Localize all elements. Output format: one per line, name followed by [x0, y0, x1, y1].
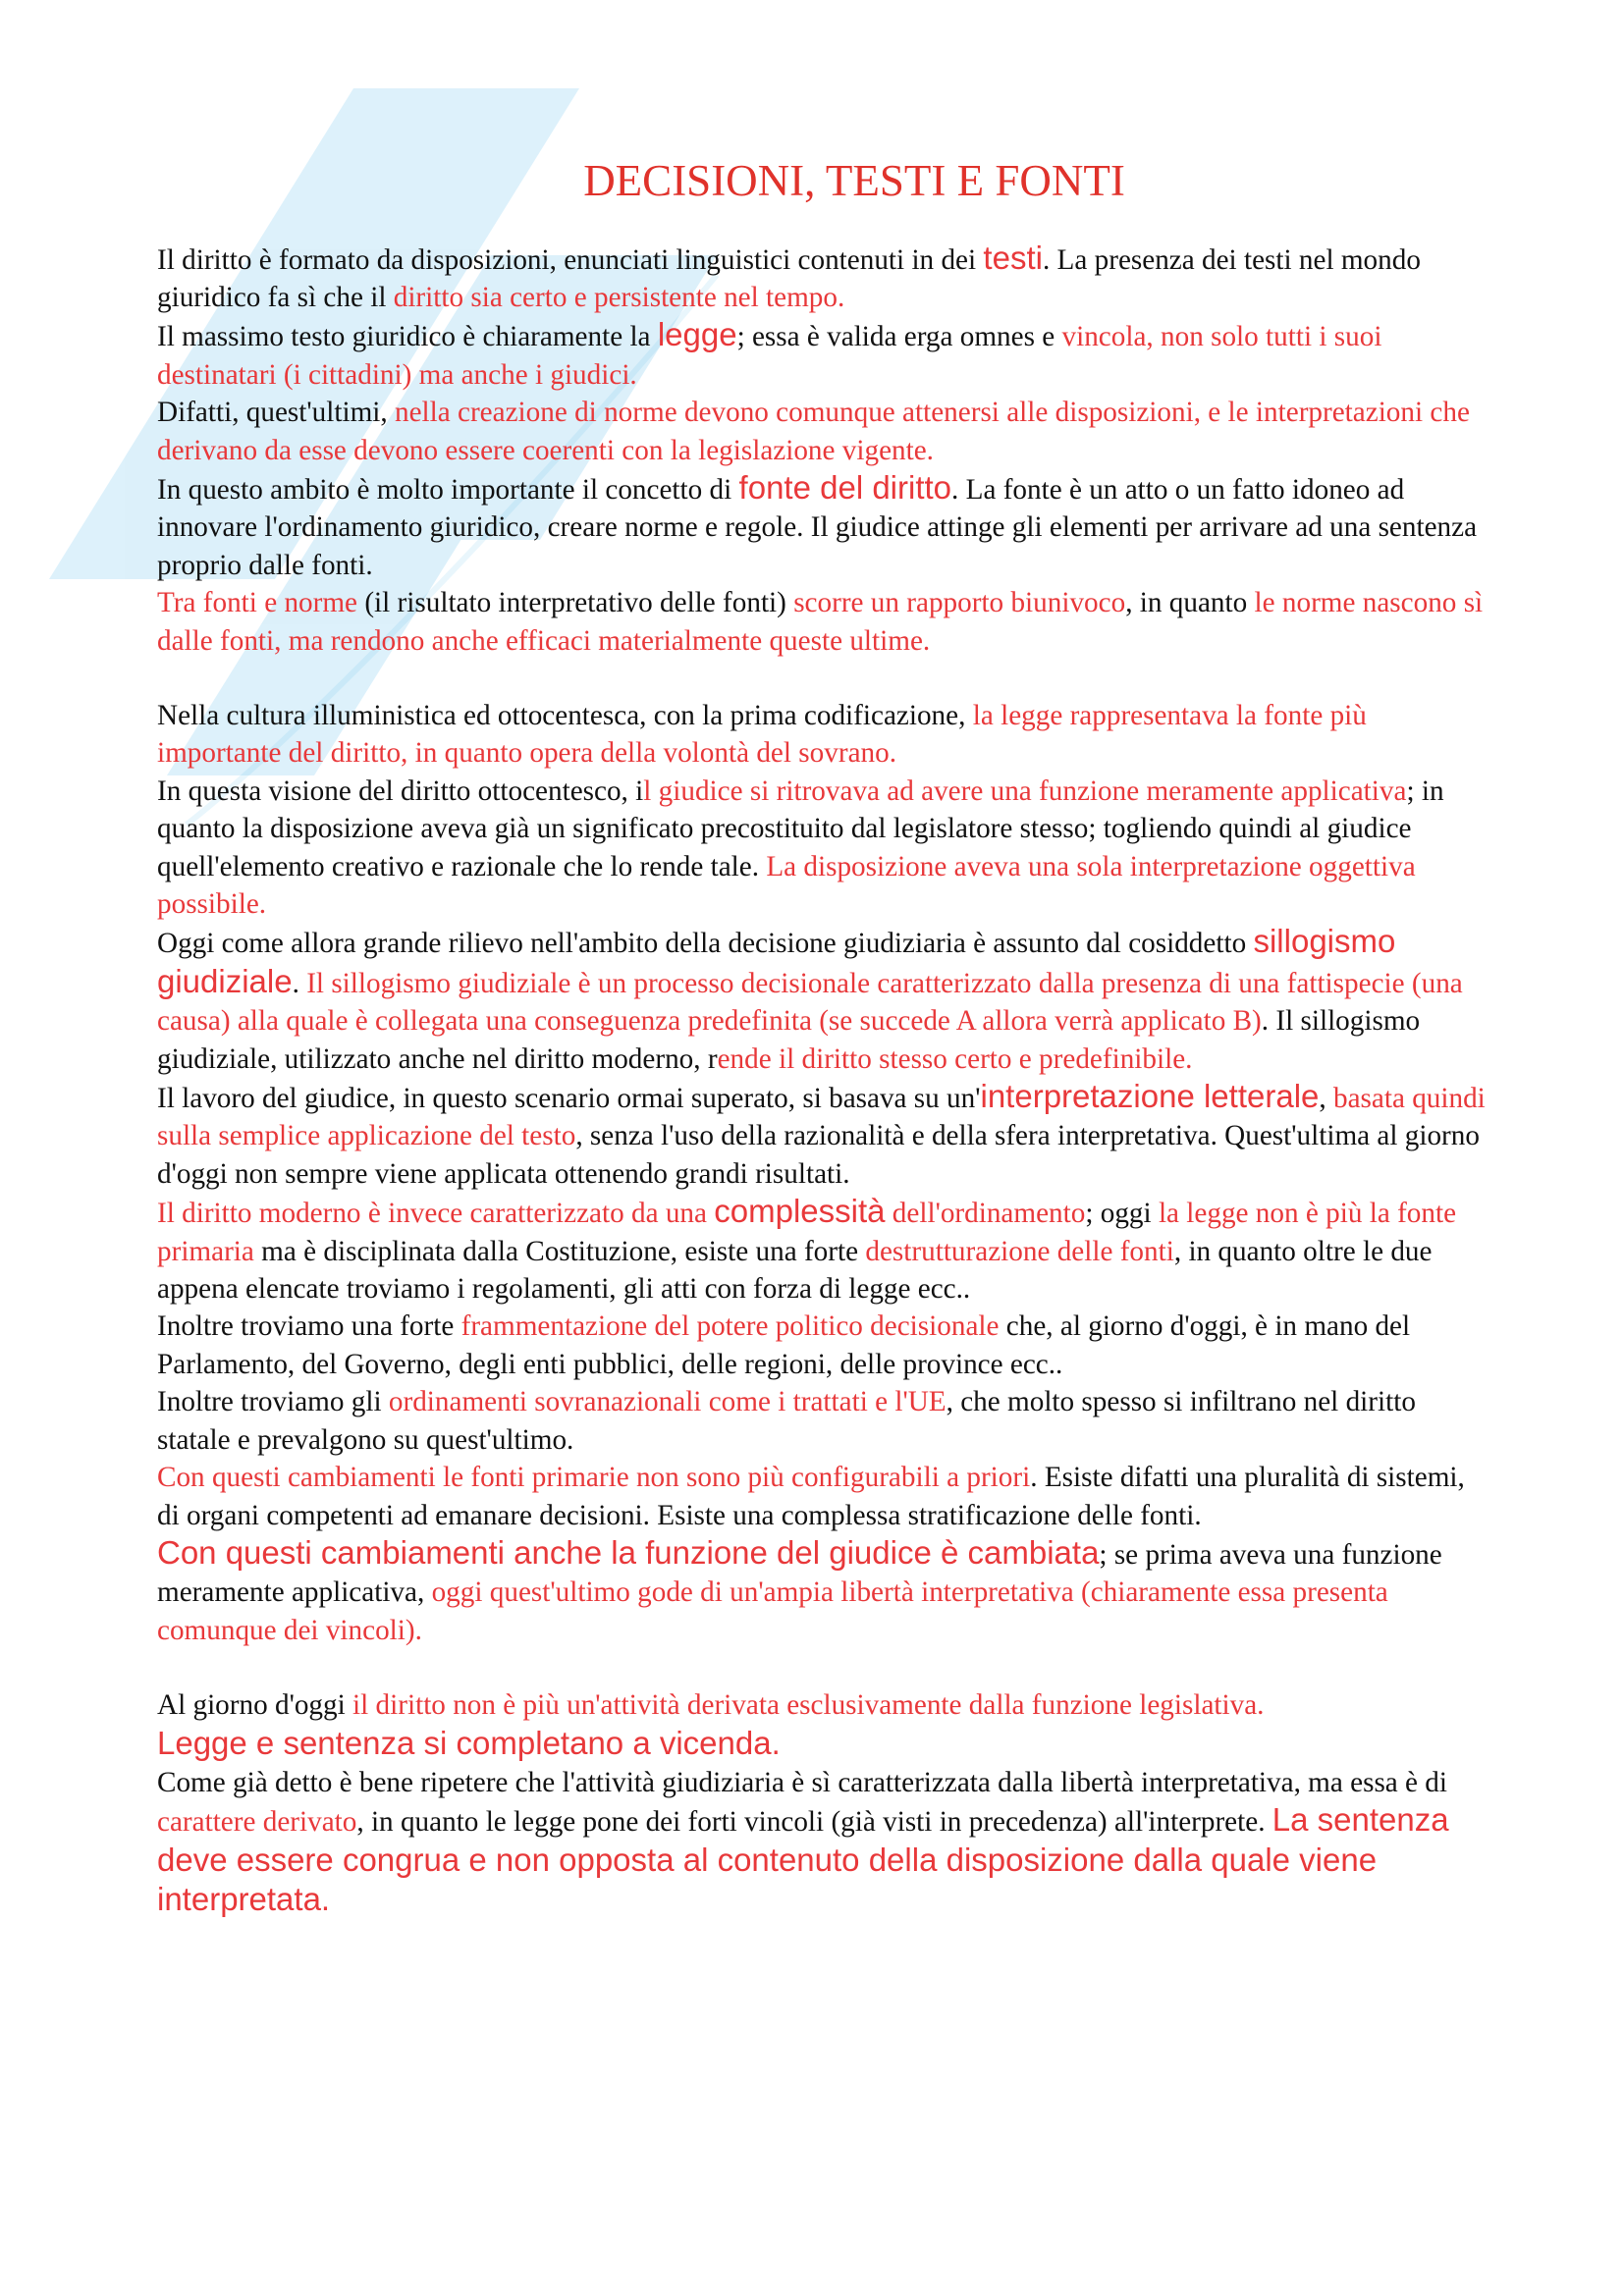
paragraph-6: Nella cultura illuministica ed ottocentesca, con la prima codificazione, la legge rappresentava la fonte più importante del diritto, in quanto opera della volontà del sovrano.	[157, 699, 1367, 770]
paragraph-2: Il massimo testo giuridico è chiaramente la legge; essa è valida erga omnes e vincola, non solo tutti i suoi destinatari (i cittadini) ma anche i giudici.	[157, 316, 1382, 391]
paragraph-4: In questo ambito è molto importante il concetto di fonte del diritto. La fonte è un atto o un fatto idoneo ad innovare l'ordinamento giuridico, creare norme e regole. Il giudice attinge gli elementi per arrivare ad una sentenza proprio dalle fonti.	[157, 468, 1478, 581]
paragraph-8: Oggi come allora grande rilievo nell'ambito della decisione giudiziaria è assunto dal cosiddetto sillogismo giudiziale. Il sillogismo giudiziale è un processo decisionale caratterizzato dalla presenza di una fattispecie (una causa) alla quale è collegata una conseguenza predefinita (se succede A allora verrà applicato B). Il sillogismo giudiziale, utilizzato anche nel diritto moderno, rende il diritto stesso certo e predefinibile.	[157, 923, 1463, 1075]
paragraph-3: Difatti, quest'ultimi, nella creazione di norme devono comunque attenersi alle disposizioni, e le interpretazioni che derivano da esse devono essere coerenti con la legislazione vigente.	[157, 397, 1470, 466]
paragraph-11: Inoltre troviamo una forte frammentazione del potere politico decisionale che, al giorno d'oggi, è in mano del Parlamento, del Governo, degli enti pubblici, delle regioni, delle province ecc..	[157, 1310, 1411, 1380]
paragraph-17: Come già detto è bene ripetere che l'attività giudiziaria è sì caratterizzata dalla libertà interpretativa, ma essa è di carattere derivato, in quanto le legge pone dei forti vincoli (già visti in precedenza) all'interprete. La sentenza deve essere congrua e non opposta al contenuto della disposizione dalla quale viene interpretata.	[157, 1766, 1449, 1918]
paragraph-1: Il diritto è formato da disposizioni, enunciati linguistici contenuti in dei testi. La presenza dei testi nel mondo giuridico fa sì che il diritto sia certo e persistente nel tempo.	[157, 239, 1421, 313]
paragraph-10: Il diritto moderno è invece caratterizzato da una complessità dell'ordinamento; oggi la legge non è più la fonte primaria ma è disciplinata dalla Costituzione, esiste una forte destrutturazione delle fonti, in quanto oltre le due appena elencate troviamo i regolamenti, gli atti con forza di legge ecc..	[157, 1193, 1457, 1306]
paragraph-5: Tra fonti e norme (il risultato interpretativo delle fonti) scorre un rapporto biunivoco, in quanto le norme nascono sì dalle fonti, ma rendono anche efficaci materialmente queste ultime.	[157, 587, 1484, 657]
document-page	[157, 157, 1492, 1921]
paragraph-gap	[157, 660, 1492, 697]
paragraph-13: Con questi cambiamenti le fonti primarie non sono più configurabili a priori. Esiste difatti una pluralità di sistemi, di organi competenti ad emanare decisioni. Esiste una complessa stratificazione delle fonti.	[157, 1462, 1465, 1531]
paragraph-9: Il lavoro del giudice, in questo scenario ormai superato, si basava su un'interpretazione letterale, basata quindi sulla semplice applicazione del testo, senza l'uso della razionalità e della sfera interpretativa. Quest'ultima al giorno d'oggi non sempre viene applicata ottenendo grandi risultati.	[157, 1078, 1486, 1190]
paragraph-12: Inoltre troviamo gli ordinamenti sovranazionali come i trattati e l'UE, che molto spesso si infiltrano nel diritto statale e prevalgono su quest'ultimo.	[157, 1386, 1416, 1456]
paragraph-14: Con questi cambiamenti anche la funzione del giudice è cambiata; se prima aveva una funzione meramente applicativa, oggi quest'ultimo gode di un'ampia libertà interpretativa (chiaramente essa presenta comunque dei vincoli).	[157, 1533, 1442, 1646]
paragraph-gap	[157, 1649, 1492, 1686]
page-title: DECISIONI, TESTI E FONTI	[583, 156, 1125, 205]
paragraph-7: In questa visione del diritto ottocentesco, il giudice si ritrovava ad avere una funzione meramente applicativa; in quanto la disposizione aveva già un significato precostituito dal legislatore stesso; togliendo quindi al giudice quell'elemento creativo e razionale che lo rende tale. La disposizione aveva una sola interpretazione oggettiva possibile.	[157, 774, 1444, 920]
paragraph-16: Legge e sentenza si completano a vicenda.	[157, 1724, 781, 1761]
paragraph-15: Al giorno d'oggi il diritto non è più un'attività derivata esclusivamente dalla funzione legislativa.	[157, 1689, 1265, 1722]
